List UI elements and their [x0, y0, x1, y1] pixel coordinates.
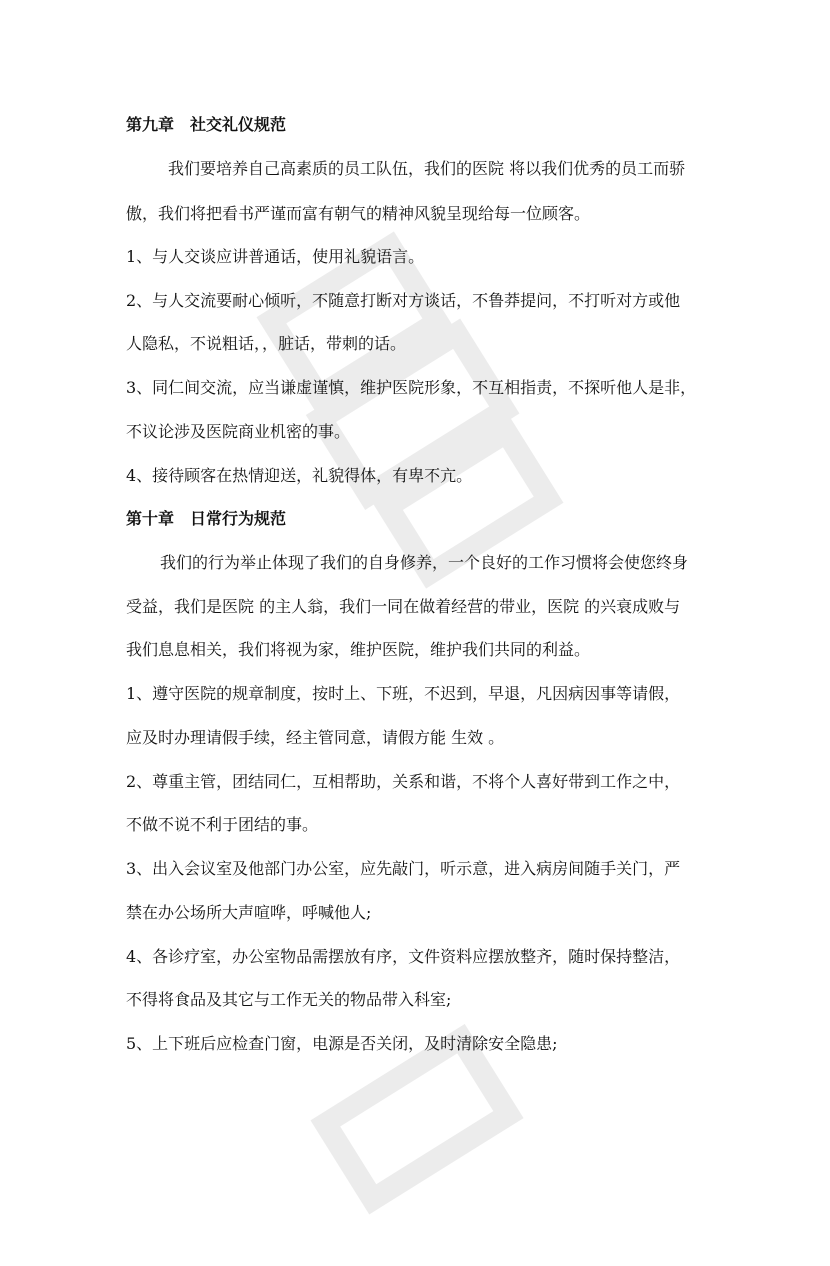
- chapter9-item-2-line-1: 2、与人交流要耐心倾听，不随意打断对方谈话，不鲁莽提问，不打听对方或他: [126, 291, 681, 310]
- chapter10-item-4-line-1: 4、各诊疗室，办公室物品需摆放有序，文件资料应摆放整齐，随时保持整洁，: [126, 947, 681, 966]
- chapter9-intro-line-1: 我们要培养自己高素质的员工队伍，我们的医院 将以我们优秀的员工而骄: [168, 159, 686, 178]
- chapter10-item-5: 5、上下班后应检查门窗，电源是否关闭，及时清除安全隐患;: [126, 1034, 558, 1053]
- chapter9-title: 第九章 社交礼仪规范: [126, 115, 287, 134]
- chapter10-title: 第十章 日常行为规范: [126, 509, 287, 528]
- chapter9-item-2-line-2: 人隐私，不说粗话，，脏话，带刺的话。: [126, 334, 407, 353]
- chapter9-item-3-line-2: 不议论涉及医院商业机密的事。: [126, 422, 351, 441]
- chapter10-item-3-line-1: 3、出入会议室及他部门办公室，应先敲门，听示意，进入病房间随手关门，严: [126, 859, 681, 878]
- chapter10-intro-line-3: 我们息息相关，我们将视为家，维护医院，维护我们共同的利益。: [126, 640, 591, 659]
- chapter9-item-4: 4、接待顾客在热情迎送，礼貌得体，有卑不亢。: [126, 466, 473, 485]
- chapter9-item-1: 1、与人交谈应讲普通话，使用礼貌语言。: [126, 247, 425, 266]
- chapter10-item-1-line-1: 1、遵守医院的规章制度，按时上、下班，不迟到，早退，凡因病因事等请假，: [126, 684, 681, 703]
- chapter9-intro-line-2: 傲，我们将把看书严谨而富有朝气的精神风貌呈现给每一位顾客。: [126, 204, 591, 223]
- chapter10-item-1-line-2: 应及时办理请假手续，经主管同意，请假方能 生效 。: [126, 728, 505, 747]
- chapter10-item-3-line-2: 禁在办公场所大声喧哗，呼喊他人;: [126, 903, 372, 922]
- chapter10-item-4-line-2: 不得将食品及其它与工作无关的物品带入科室;: [126, 990, 452, 1009]
- chapter10-item-2-line-1: 2、尊重主管，团结同仁，互相帮助，关系和谐，不将个人喜好带到工作之中，: [126, 772, 681, 791]
- watermark-logo-icon: [232, 216, 588, 604]
- chapter9-item-3-line-1: 3、同仁间交流，应当谦虚谨慎，维护医院形象，不互相指责，不探听他人是非，: [126, 378, 697, 397]
- chapter10-intro-line-2: 受益，我们是医院 的主人翁，我们一同在做着经营的带业，医院 的兴衰成败与: [126, 597, 681, 616]
- chapter10-intro-line-1: 我们的行为举止体现了我们的自身修养，一个良好的工作习惯将会使您终身: [160, 553, 689, 572]
- chapter10-item-2-line-2: 不做不说不利于团结的事。: [126, 815, 319, 834]
